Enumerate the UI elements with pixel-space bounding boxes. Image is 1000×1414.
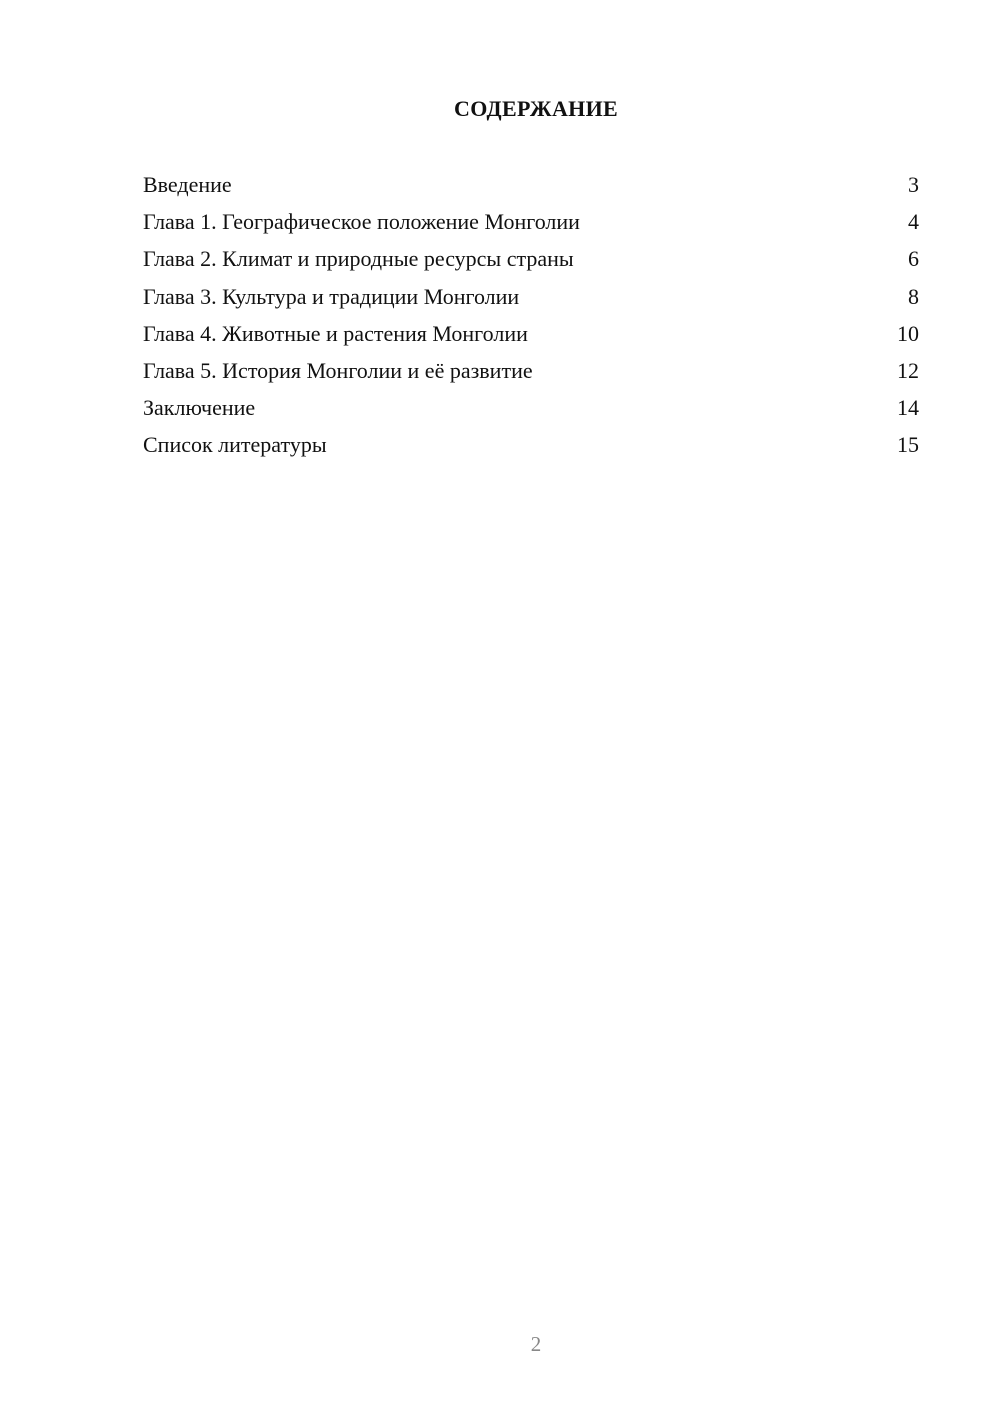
toc-entry-page: 15 — [897, 432, 919, 458]
toc-entry-page: 6 — [908, 246, 919, 272]
toc-entry-page: 12 — [897, 357, 919, 383]
toc-entry-label: Список литературы — [143, 432, 327, 458]
toc-entry-conclusion — [143, 391, 919, 428]
toc-entry-page: 10 — [897, 320, 919, 346]
toc-entry-label: Глава 2. Климат и природные ресурсы страны — [143, 246, 574, 272]
toc-entry-page: 8 — [908, 283, 919, 309]
toc-entry-page: 14 — [897, 395, 919, 421]
table-of-contents — [143, 168, 919, 466]
toc-entry-page: 3 — [908, 172, 919, 197]
page-title: СОДЕРЖАНИЕ — [454, 96, 618, 121]
toc-entry-label: Глава 1. Географическое положение Монголии — [143, 209, 580, 235]
toc-entry-label: Глава 4. Животные и растения Монголии — [143, 320, 528, 346]
toc-entry-bibliography — [143, 428, 919, 465]
toc-entry-label: Глава 3. Культура и традиции Монголии — [143, 283, 520, 309]
toc-entry-label: Глава 5. История Монголии и её развитие — [143, 357, 533, 383]
toc-entry-label: Заключение — [143, 395, 256, 421]
toc-entry-chapter-4 — [143, 317, 919, 354]
toc-entry-chapter-2 — [143, 242, 919, 279]
toc-entry-chapter-3 — [143, 280, 919, 317]
toc-entry-page: 4 — [908, 209, 919, 235]
toc-entry-introduction — [143, 168, 919, 205]
toc-entry-chapter-1 — [143, 205, 919, 242]
page-number: 2 — [530, 1332, 542, 1356]
toc-entry-label: Введение — [143, 172, 232, 197]
toc-entry-chapter-5 — [143, 354, 919, 391]
